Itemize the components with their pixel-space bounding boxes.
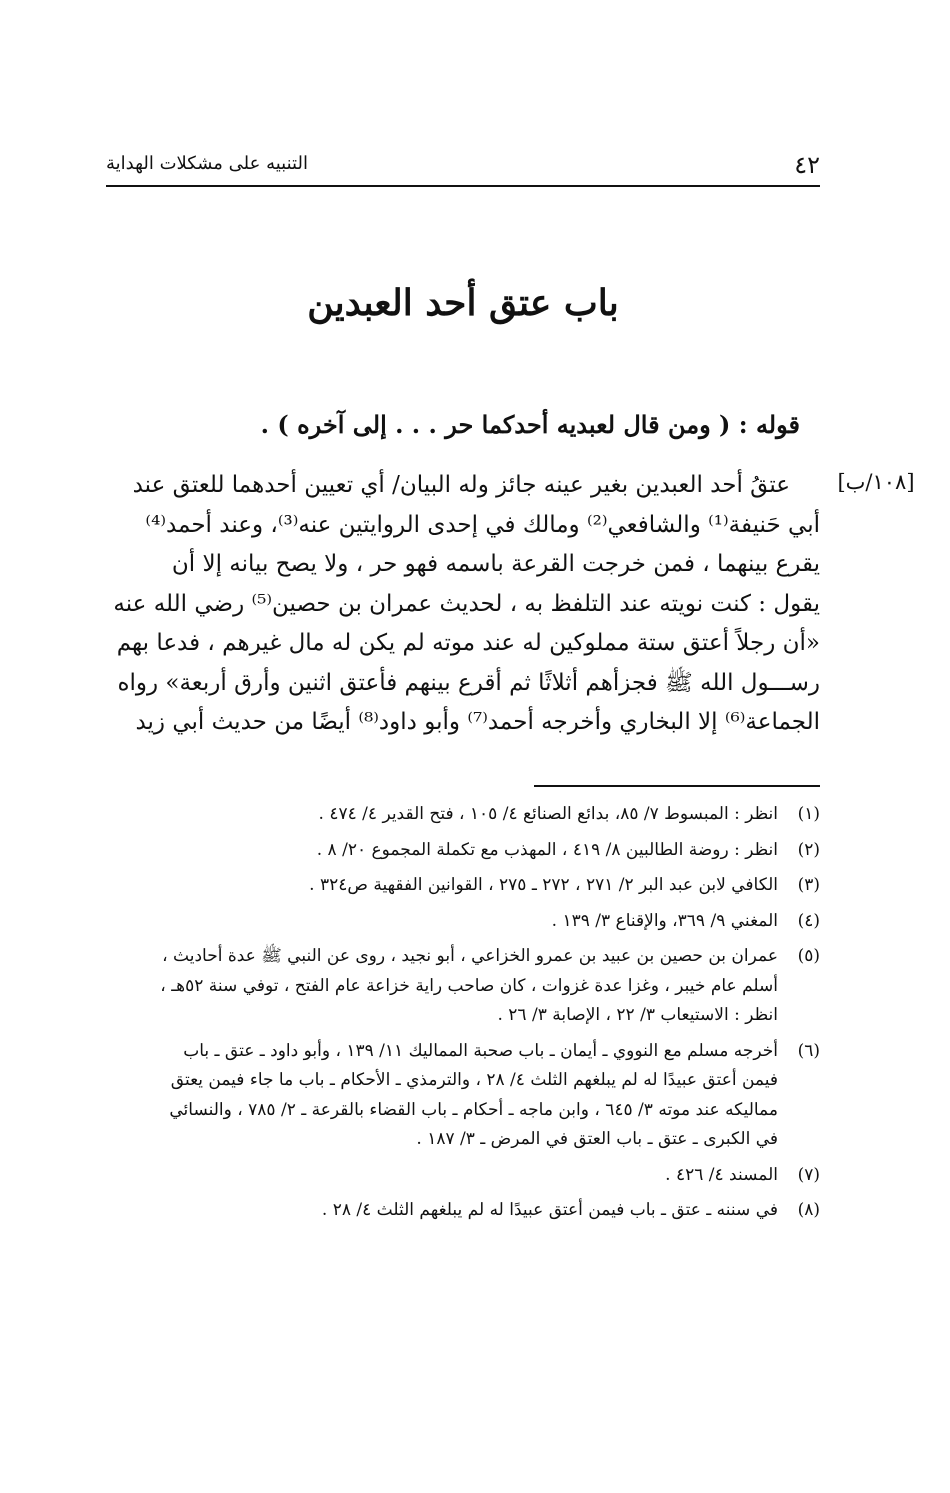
footnote-number: (٣) — [797, 875, 820, 895]
footnote-number: (٤) — [797, 910, 820, 931]
footnote-text: الكافي لابن عبد البر ٢/ ٢٧١ ، ٢٧٢ ـ ٢٧٥ ، القوانين الفقهية ص٣٢٤ . — [309, 875, 778, 895]
running-title: التنبيه على مشكلات الهداية — [106, 153, 308, 174]
body-line: يقول : كنت نويته عند التلفظ به ، لحديث عمران بن حصين⁽⁵⁾ رضي الله عنه — [113, 590, 820, 617]
manuscript-folio-reference: [١٠٨/ب] — [837, 470, 915, 494]
footnote — [106, 871, 820, 901]
page-number: ٤٢ — [794, 151, 820, 179]
body-line: رســـول الله ﷺ فجزأهم أثلاثًا ثم أقرع بينهم فأعتق اثنين وأرق أربعة» رواه — [117, 669, 820, 696]
footnote-text: المغني ٩/ ٣٦٩، والإقناع ٣/ ١٣٩ . — [551, 910, 778, 931]
footnote-text: عمران بن حصين بن عبيد بن عمرو الخزاعي ، أبو نجيد ، روى عن النبي ﷺ عدة أحاديث ، — [162, 946, 778, 966]
body-line: يقرع بينهما ، فمن خرجت القرعة باسمه فهو حر ، ولا يصح بيانه إلا أن — [171, 551, 820, 577]
footnote-number: (٦) — [797, 1040, 820, 1061]
footnote-text: فيمن أعتق عبيدًا له لم يبلغهم الثلث ٤/ ٢٨ ، والترمذي ـ الأحكام ـ باب ما جاء فيمن يعتق — [170, 1070, 778, 1090]
page-header — [106, 145, 820, 185]
footnote-text: أخرجه مسلم مع النووي ـ أيمان ـ باب صحبة المماليك ١١/ ١٣٩ ، وأبو داود ـ عتق ـ باب — [183, 1040, 778, 1061]
footnote-number: (٨) — [797, 1200, 820, 1220]
footnote — [106, 800, 820, 830]
footnote-separator — [534, 785, 820, 787]
chapter-title: باب عتق أحد العبدين — [307, 282, 619, 324]
body-line: عتقُ أحد العبدين بغير عينه جائز وله البيان/ أي تعيين أحدهما للعتق عند — [132, 472, 790, 498]
footnote — [106, 1037, 820, 1155]
body-line: أبي حَنيفة⁽¹⁾ والشافعي⁽²⁾ ومالك في إحدى الروايتين عنه⁽³⁾، وعند أحمد⁽⁴⁾ — [145, 511, 820, 538]
footnote — [106, 836, 820, 866]
footnote-number: (٥) — [797, 946, 820, 966]
footnote-text: في الكبرى ـ عتق ـ باب العتق في المرض ـ ٣/ ١٨٧ . — [416, 1129, 778, 1149]
footnote-text: انظر : روضة الطالبين ٨/ ٤١٩ ، المهذب مع تكملة المجموع ٢٠/ ٨ . — [316, 839, 778, 860]
footnotes-section — [106, 800, 820, 1232]
header-rule — [106, 185, 820, 187]
body-line: الجماعة⁽⁶⁾ إلا البخاري وأخرجه أحمد⁽⁷⁾ وأبو داود⁽⁸⁾ أيضًا من حديث أبي زيد — [135, 709, 820, 735]
footnote-text: في سننه ـ عتق ـ باب فيمن أعتق عبيدًا له لم يبلغهم الثلث ٤/ ٢٨ . — [321, 1200, 778, 1220]
footnote-text: انظر : الاستيعاب ٣/ ٢٢ ، الإصابة ٣/ ٢٦ . — [497, 1005, 778, 1025]
footnote-text: انظر : المبسوط ٧/ ٨٥، بدائع الصنائع ٤/ ١٠٥ ، فتح القدير ٤/ ٤٧٤ . — [318, 804, 778, 824]
footnote — [106, 942, 820, 1031]
footnote-text: المسند ٤/ ٤٢٦ . — [665, 1164, 778, 1185]
footnote — [106, 1161, 820, 1191]
footnote-number: (١) — [797, 804, 820, 824]
body-paragraph — [106, 466, 820, 743]
footnote — [106, 907, 820, 937]
footnote — [106, 1196, 820, 1226]
footnote-text: أسلم عام خيبر ، وغزا عدة غزوات ، كان صاحب راية خزاعة عام الفتح ، توفي سنة ٥٢هـ ، — [160, 975, 778, 996]
body-line: «أن رجلاً أعتق ستة مملوكين له عند موته لم يكن له مال غيرهم ، فدعا بهم — [116, 630, 820, 656]
footnote-number: (٢) — [797, 839, 820, 860]
footnote-text: مماليكه عند موته ٣/ ٦٤٥ ، وابن ماجه ـ أحكام ـ باب القضاء بالقرعة ـ ٢/ ٧٨٥ ، والنسائي — [169, 1099, 778, 1120]
footnote-number: (٧) — [797, 1164, 820, 1185]
quoted-text-heading: قوله : ( ومن قال لعبديه أحدكما حر . . . إلى آخره ) . — [260, 410, 800, 439]
